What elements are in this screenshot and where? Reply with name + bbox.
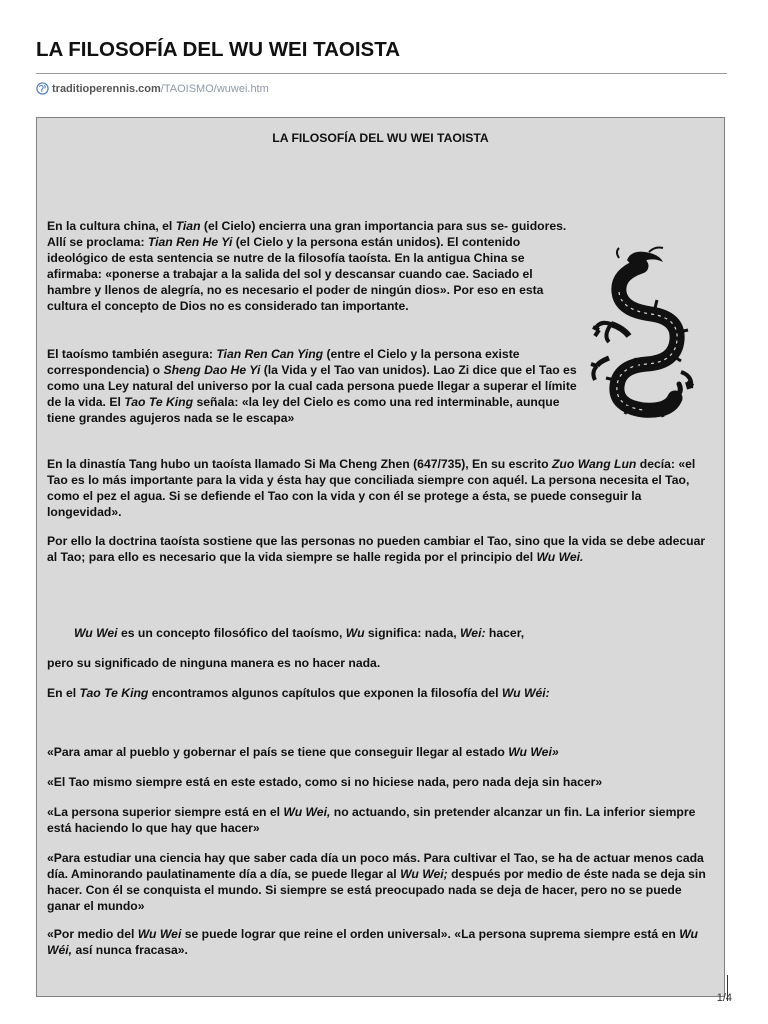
dragon-icon (589, 246, 697, 428)
paragraph-6: pero su significado de ninguna manera es no hacer nada. (47, 656, 381, 670)
paragraph-5: Wu Wei es un concepto filosófico del taoísmo, Wu significa: nada, Wei: hacer, (74, 626, 525, 640)
paragraph-4: Por ello la doctrina taoísta sostiene que las personas no pueden cambiar el Tao, sino que la vida se debe adecuar al Tao; para ello es necesario que la vida siempre se halle regida por el principio del Wu Wei. (47, 534, 706, 564)
document-heading: LA FILOSOFÍA DEL WU WEI TAOISTA (272, 131, 489, 145)
paragraph-7: En el Tao Te King encontramos algunos capítulos que exponen la filosofía del Wu Wéi: (47, 686, 550, 700)
source-link[interactable] (36, 82, 269, 95)
quote-2: «El Tao mismo siempre está en este estado, como si no hiciese nada, pero nada deja sin hacer» (47, 775, 603, 789)
page-title: LA FILOSOFÍA DEL WU WEI TAOISTA (36, 38, 401, 61)
paragraph-3: En la dinastía Tang hubo un taoísta llamado Si Ma Cheng Zhen (647/735), En su escrito Zuo Wang Lun decía: «el Tao es lo más importante para la vida y ésta hay que conciliada siempre con aquél. La persona necesita el Tao, como el pez el agua. Si se defiende el Tao con la vida y con él se protege a ésta, se puede conseguir la longevidad». (47, 457, 696, 519)
document-content (36, 117, 725, 997)
quote-1: «Para amar al pueblo y gobernar el país se tiene que conseguir llegar al estado Wu Wei» (47, 745, 559, 759)
source-path[interactable]: /TAOISMO/wuwei.htm (160, 82, 269, 95)
quote-5: «Por medio del Wu Wei se puede lograr que reine el orden universal». «La persona suprema siempre está en Wu Wéi, así nunca fracasa». (47, 927, 698, 957)
page-number: 1/4 (716, 992, 732, 1004)
quote-3: «La persona superior siempre está en el Wu Wei, no actuando, sin pretender alcanzar un fin. La inferior siempre está haciendo lo que hay que hacer» (47, 805, 696, 835)
quote-4: «Para estudiar una ciencia hay que saber cada día un poco más. Para cultivar el Tao, se ha de actuar menos cada día. Aminorando paulatinamente día a día, se puede llegar al Wu Wei; después por medio de éste nada se deja sin hacer. Con él se conquista el mundo. Si siempre se está preocupado nada se deja de hacer, pero no se puede ganar el mundo» (47, 851, 706, 913)
paragraph-1: En la cultura china, el Tian (el Cielo) encierra una gran importancia para sus se- guidores. Allí se proclama: Tian Ren He Yi (el Cielo y la persona están unidos). El contenido ideológico de esta sentencia se nutre de la filosofía taoísta. En la antigua China se afirmaba: «ponerse a trabajar a la salida del sol y descansar cuando cae. Saciado el hambre y llenos de alegría, no es necesario el poder de ningún dios». Por eso en esta cultura el concepto de Dios no es considerado tan importante. (47, 219, 567, 313)
paragraph-2: El taoísmo también asegura: Tian Ren Can Ying (entre el Cielo y la persona existe correspondencia) o Sheng Dao He Yi (la Vida y el Tao van unidos). Lao Zi dice que el Tao es como una Ley natural del universo por la cual cada persona puede llegar a superar el límite de la vida. El Tao Te King señala: «la ley del Cielo es como una red interminable, aunque tiene grandes agujeros nada se le escapa» (47, 347, 577, 425)
title-divider (36, 73, 727, 74)
globe-icon (36, 82, 49, 95)
source-domain[interactable]: traditioperennis.com (52, 82, 161, 95)
